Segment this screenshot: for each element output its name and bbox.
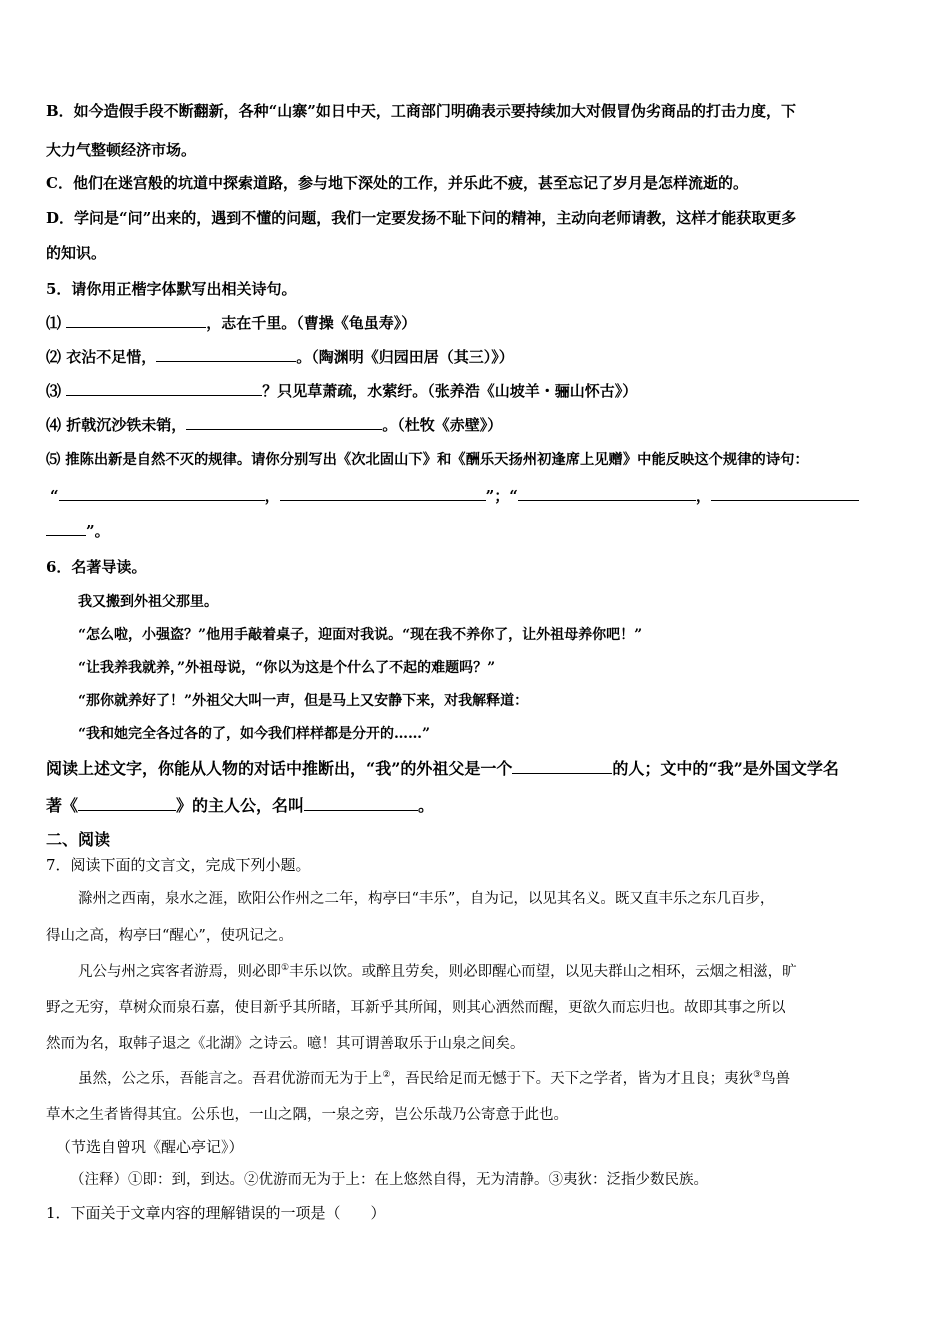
- q6-question-text-e: 。: [418, 796, 435, 815]
- q6-blank-trait[interactable]: [512, 759, 612, 774]
- q5-item3-blank[interactable]: [66, 381, 262, 396]
- q5-item5-end-quote: ”。: [86, 522, 110, 540]
- q6-question-text-b: 的人；文中的“我”是外国文学名: [612, 759, 839, 778]
- q5-item5-comma1: ，: [264, 487, 280, 505]
- q6-passage-p3: “让我养我就养，”外祖母说，“你以为这是个什么了不起的难题吗？”: [78, 660, 496, 676]
- q5-item3: [46, 381, 637, 401]
- q5-item5-open-quote: “: [50, 487, 59, 505]
- q7-note-marker-1: ①: [281, 963, 290, 974]
- q6-blank-name[interactable]: [304, 796, 418, 811]
- q5-item4-text-after: 。（杜牧《赤壁》）: [382, 416, 503, 434]
- q6-passage-p4: “那你就养好了！”外祖父大叫一声，但是马上又安静下来，对我解释道：: [78, 693, 529, 709]
- q5-item1-number: ⑴: [46, 314, 62, 332]
- q7-passage-p1-line2: 得山之高，构亭曰“醒心”，使巩记之。: [46, 928, 293, 944]
- q7-passage-p2-line3: 然而为名，取韩子退之《北湖》之诗云。噫！其可谓善取乐于山泉之间矣。: [46, 1036, 525, 1052]
- q4-option-c: C．他们在迷宫般的坑道中探索道路，参与地下深处的工作，并乐此不疲，甚至忘记了岁月是怎样流逝的。: [46, 174, 748, 192]
- q5-item5-blank4[interactable]: [711, 486, 859, 501]
- q7-source: （节选自曾巩《醒心亭记》）: [56, 1138, 244, 1156]
- q5-item1-text: ，志在千里。（曹操《龟虽寿》）: [206, 314, 417, 332]
- q7-passage-p2-line1: [78, 962, 797, 982]
- q6-question-text-a: 阅读上述文字，你能从人物的对话中推断出，“我”的外祖父是一个: [46, 759, 513, 778]
- q5-stem: 5．请你用正楷字体默写出相关诗句。: [46, 280, 297, 298]
- q4-option-b-line2: 大力气整顿经济市场。: [46, 141, 197, 159]
- q6-question-text-d: 》的主人公，名叫: [176, 796, 305, 815]
- q5-item5-blank2[interactable]: [280, 486, 486, 501]
- q7-passage-p1-line1: 滁州之西南，泉水之涯，欧阳公作州之二年，构亭曰“丰乐”，自为记，以见其名义。既又直丰乐之东几百步，: [78, 891, 775, 907]
- q5-item2-text-after: 。（陶渊明《归园田居（其三）》）: [296, 348, 514, 366]
- q5-item3-text: ？只见草萧疏，水萦纡。（张养浩《山坡羊・骊山怀古》）: [262, 382, 638, 400]
- q4-option-d-line1: D．学问是“问”出来的，遇到不懂的问题，我们一定要发扬不耻下问的精神，主动向老师请教，这样才能获取更多: [46, 209, 797, 227]
- q6-stem: 6．名著导读。: [46, 558, 147, 576]
- q5-item5-text: ⑸ 推陈出新是自然不灭的规律。请你分别写出《次北固山下》和《酬乐天扬州初逢席上见赠》中能反映这个规律的诗句：: [46, 452, 809, 468]
- q5-item4-text-before: ⑷ 折戟沉沙铁未销，: [46, 416, 187, 434]
- q4-option-b-line1: B．如今造假手段不断翻新，各种“山寨”如日中天，工商部门明确表示要持续加大对假冒伪劣商品的打击力度，下: [46, 102, 796, 120]
- q6-passage-p1: 我又搬到外祖父那里。: [78, 594, 218, 610]
- q7-p3-text-c: 鸟兽: [761, 1071, 791, 1087]
- q5-item1: [46, 313, 416, 333]
- q5-item5-blank1[interactable]: [59, 486, 265, 501]
- q5-item2-blank[interactable]: [156, 347, 296, 362]
- q7-p2-text-a: 凡公与州之宾客者游焉，则必即: [78, 964, 281, 980]
- q5-item2-text-before: ⑵ 衣沾不足惜，: [46, 348, 157, 366]
- q5-item3-number: ⑶: [46, 382, 62, 400]
- q5-item2: [46, 347, 514, 367]
- q6-question-line1: [46, 759, 839, 779]
- q5-item5-answer-line2: [46, 521, 110, 541]
- q7-note-marker-2: ②: [382, 1070, 391, 1081]
- q6-question-line2: [46, 796, 434, 816]
- q7-p3-text-b: ，吾民给足而无憾于下。天下之学者，皆为才且良；夷狄: [390, 1071, 754, 1087]
- q6-passage-p5: “我和她完全各过各的了，如今我们样样都是分开的……”: [78, 726, 431, 742]
- q7-note-marker-3: ③: [753, 1070, 762, 1081]
- q4-option-d-line2: 的知识。: [46, 244, 107, 262]
- q5-item4: [46, 415, 502, 435]
- q7-passage-p3-line1: [78, 1069, 790, 1089]
- q5-item4-blank[interactable]: [186, 415, 382, 430]
- q7-notes: （注释）①即：到，到达。②优游而无为于上：在上悠然自得，无为清静。③夷狄：泛指少数民族。: [70, 1172, 708, 1188]
- q7-passage-p3-line2: 草木之生者皆得其宜。公乐也，一山之隅，一泉之旁，岂公乐哉乃公寄意于此也。: [46, 1107, 568, 1123]
- q7-stem: 7．阅读下面的文言文，完成下列小题。: [46, 856, 311, 874]
- q5-item5-blank3[interactable]: [518, 486, 696, 501]
- q7-p2-text-b: 丰乐以饮。或醉且劳矣，则必即醒心而望，以见夫群山之相环，云烟之相滋，旷: [289, 964, 797, 980]
- q5-item5-mid-quote: ”；“: [485, 487, 518, 505]
- q6-passage-p2: “怎么啦，小强盗？”他用手敲着桌子，迎面对我说。“现在我不养你了，让外祖母养你吧！”: [78, 627, 643, 643]
- q5-item5-comma2: ，: [695, 487, 711, 505]
- q6-question-text-c: 著《: [46, 796, 79, 815]
- q7-passage-p2-line2: 野之无穷，草树众而泉石嘉，使目新乎其所睹，耳新乎其所闻，则其心洒然而醒，更欲久而忘归也。故即其事之所以: [46, 1000, 786, 1016]
- q6-blank-book[interactable]: [78, 796, 176, 811]
- section-heading-reading: 二、阅读: [46, 830, 111, 849]
- q5-item5-blank4-cont[interactable]: [46, 521, 86, 536]
- q5-item5-answer-line: [50, 486, 859, 506]
- q7-p3-text-a: 虽然，公之乐，吾能言之。吾君优游而无为于上: [78, 1071, 383, 1087]
- q5-item1-blank[interactable]: [66, 313, 206, 328]
- q7-subquestion-1: 1．下面关于文章内容的理解错误的一项是（ ）: [46, 1204, 386, 1222]
